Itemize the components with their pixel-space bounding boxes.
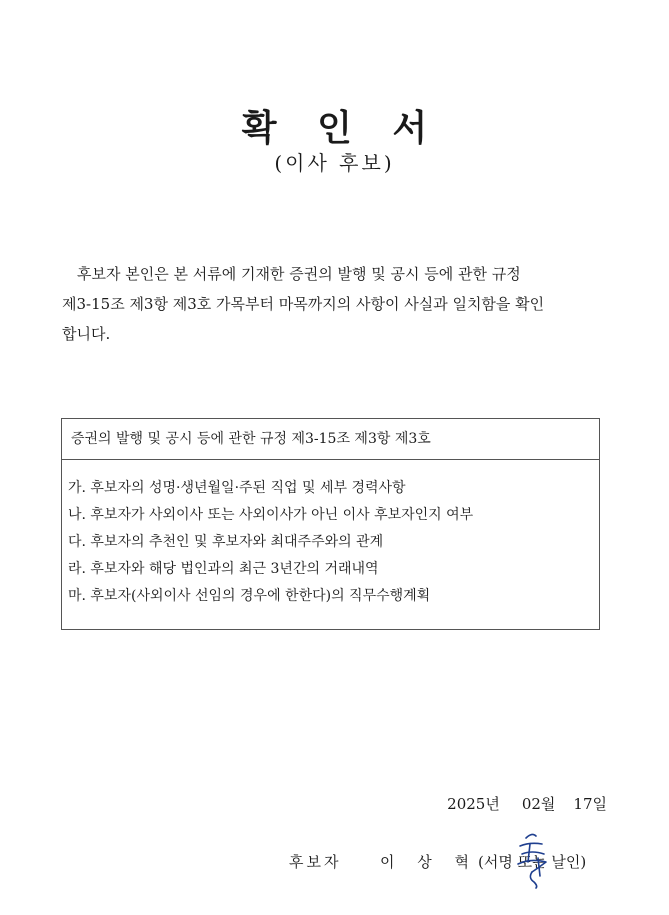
candidate-label: 후보자 [289, 853, 342, 871]
regulation-item-list [62, 460, 599, 610]
statement-line-1: 후보자 본인은 본 서류에 기재한 증권의 발행 및 공시 등에 관한 규정 [77, 265, 521, 283]
document-subtitle: (이사 후보) [274, 151, 395, 175]
date-year: 2025년 [447, 795, 500, 813]
statement-line-3: 합니다. [62, 325, 111, 343]
handwritten-signature-mark [508, 828, 558, 890]
regulation-item: 나. 후보자가 사외이사 또는 사외이사가 아닌 이사 후보자인지 여부 [68, 507, 474, 523]
signature-line [0, 850, 669, 874]
regulation-item: 마. 후보자(사외이사 선임의 경우에 한한다)의 직무수행계획 [68, 588, 431, 604]
regulation-item: 라. 후보자와 해당 법인과의 최근 3년간의 거래내역 [68, 561, 379, 577]
regulation-box-header: 증권의 발행 및 공시 등에 관한 규정 제3-15조 제3항 제3호 [62, 419, 599, 460]
candidate-name: 이 상 혁 [380, 853, 479, 871]
document-title: 확 인 서 [241, 107, 442, 149]
regulation-item: 가. 후보자의 성명·생년월일·주된 직업 및 세부 경력사항 [68, 480, 406, 496]
confirmation-statement [62, 259, 610, 349]
date-month: 02월 [521, 795, 556, 813]
statement-line-2: 제3-15조 제3항 제3호 가목부터 마목까지의 사항이 사실과 일치함을 확인 [62, 295, 545, 313]
signature-note: (서명 또는 날인) [478, 853, 587, 871]
regulation-box [61, 418, 600, 630]
date-day: 17일 [573, 795, 607, 813]
document-date [447, 793, 607, 815]
regulation-item: 다. 후보자의 추천인 및 후보자와 최대주주와의 관계 [68, 534, 384, 550]
